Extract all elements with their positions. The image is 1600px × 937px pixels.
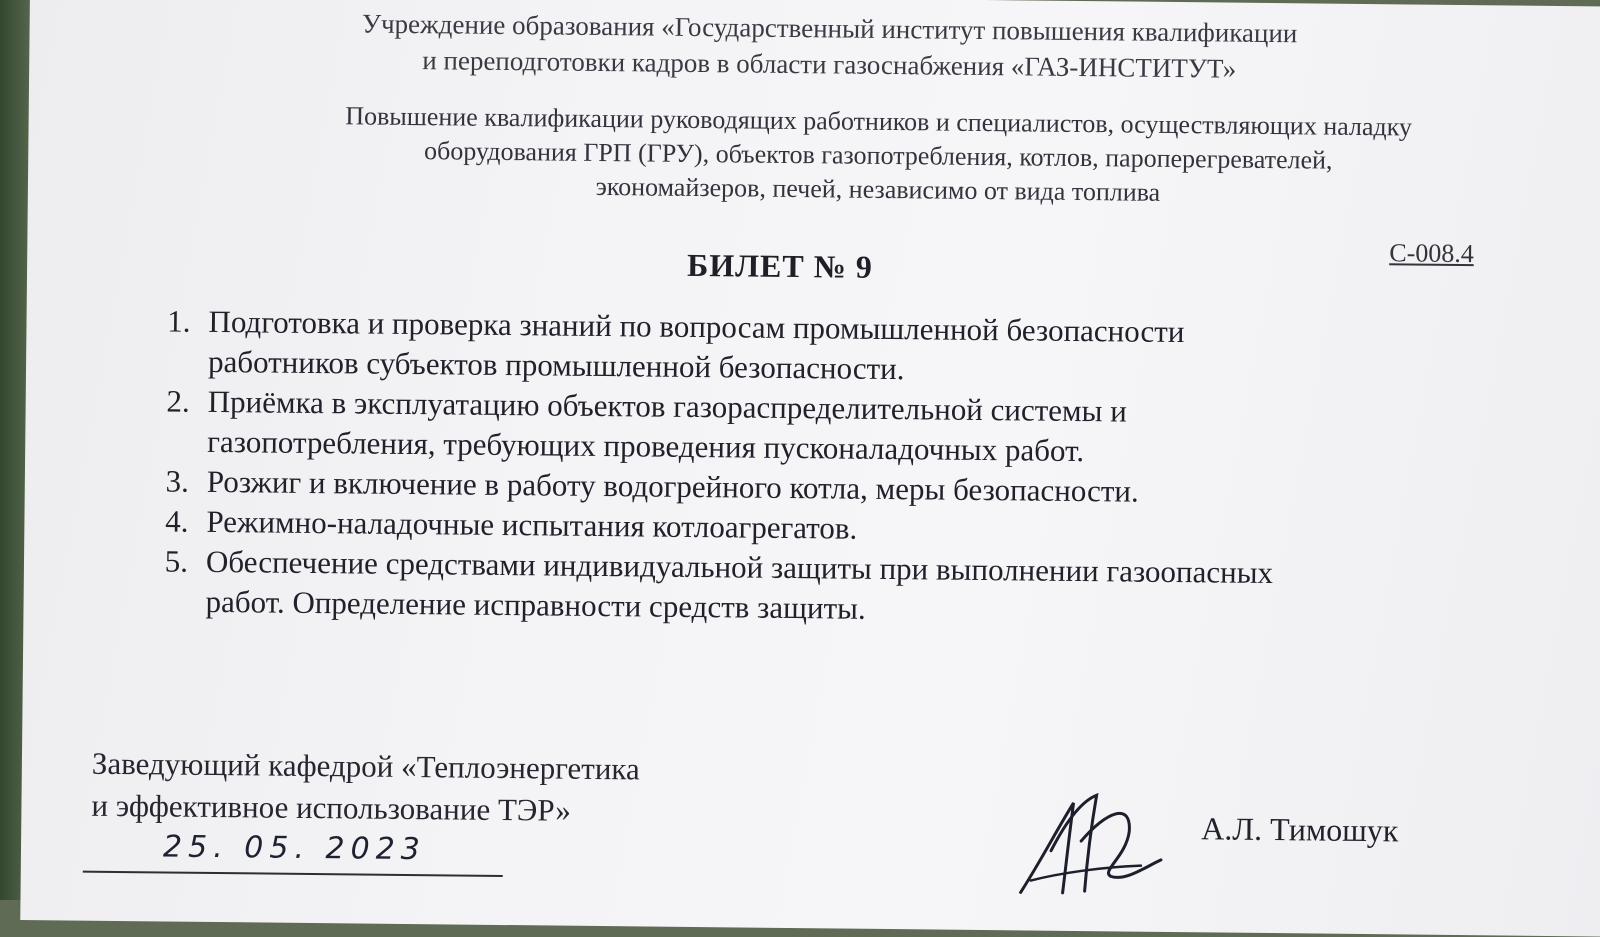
course-description xyxy=(138,97,1600,214)
handwritten-date: 25. 05. 2023 xyxy=(83,829,503,877)
signer-position-line-2: и эффективное использование ТЭР» xyxy=(91,787,572,828)
ticket-sheet xyxy=(20,0,1600,937)
course-line-2: оборудования ГРП (ГРУ), объектов газопотребления, котлов, пароперегревателей, xyxy=(423,136,1333,175)
ticket-title: БИЛЕТ № 9 xyxy=(686,246,874,285)
question-number: 2. xyxy=(166,383,190,419)
question-text: Обеспечение средствами индивидуальной защиты при выполнении газоопасных xyxy=(205,543,1274,591)
question-number: 3. xyxy=(165,463,190,499)
institution-line-1: Учреждение образования «Государственный институт повышения квалификации xyxy=(361,8,1298,49)
signer-name: А.Л. Тимошук xyxy=(1201,810,1399,849)
question-text-continued: работников субъектов промышленной безопасности. xyxy=(207,343,905,387)
question-number: 1. xyxy=(167,303,191,339)
question-text-continued: газопотребления, требующих проведения пусконаладочных работ. xyxy=(207,423,1085,469)
course-line-1: Повышение квалификации руководящих работников и специалистов, осуществляющих наладку xyxy=(345,101,1413,142)
question-number: 5. xyxy=(164,543,189,579)
question-number: 4. xyxy=(165,503,189,539)
question-list xyxy=(143,301,1466,635)
question-item xyxy=(146,301,1467,395)
institution-line-2: и переподготовки кадров в области газоснабжения «ГАЗ-ИНСТИТУТ» xyxy=(422,45,1237,84)
course-line-3: экономайзеров, печей, независимо от вида топлива xyxy=(595,171,1161,207)
question-text: Подготовка и проверка знаний по вопросам промышленной безопасности xyxy=(208,303,1185,350)
institution-header xyxy=(29,2,1600,91)
question-text-continued: работ. Определение исправности средств защиты. xyxy=(205,583,866,626)
question-text: Режимно-наладочные испытания котлоагрегатов. xyxy=(206,503,858,546)
signer-position xyxy=(91,743,640,833)
question-item xyxy=(143,541,1464,635)
signer-position-line-1: Заведующий кафедрой «Теплоэнергетика xyxy=(91,745,640,787)
question-text: Розжиг и включение в работу водогрейного котла, меры безопасности. xyxy=(206,463,1139,509)
question-item xyxy=(145,381,1466,475)
handwritten-signature xyxy=(1011,780,1172,902)
question-text: Приёмка в эксплуатацию объектов газораспределительной системы и xyxy=(207,383,1128,429)
document-code: С-008.4 xyxy=(1389,238,1474,269)
